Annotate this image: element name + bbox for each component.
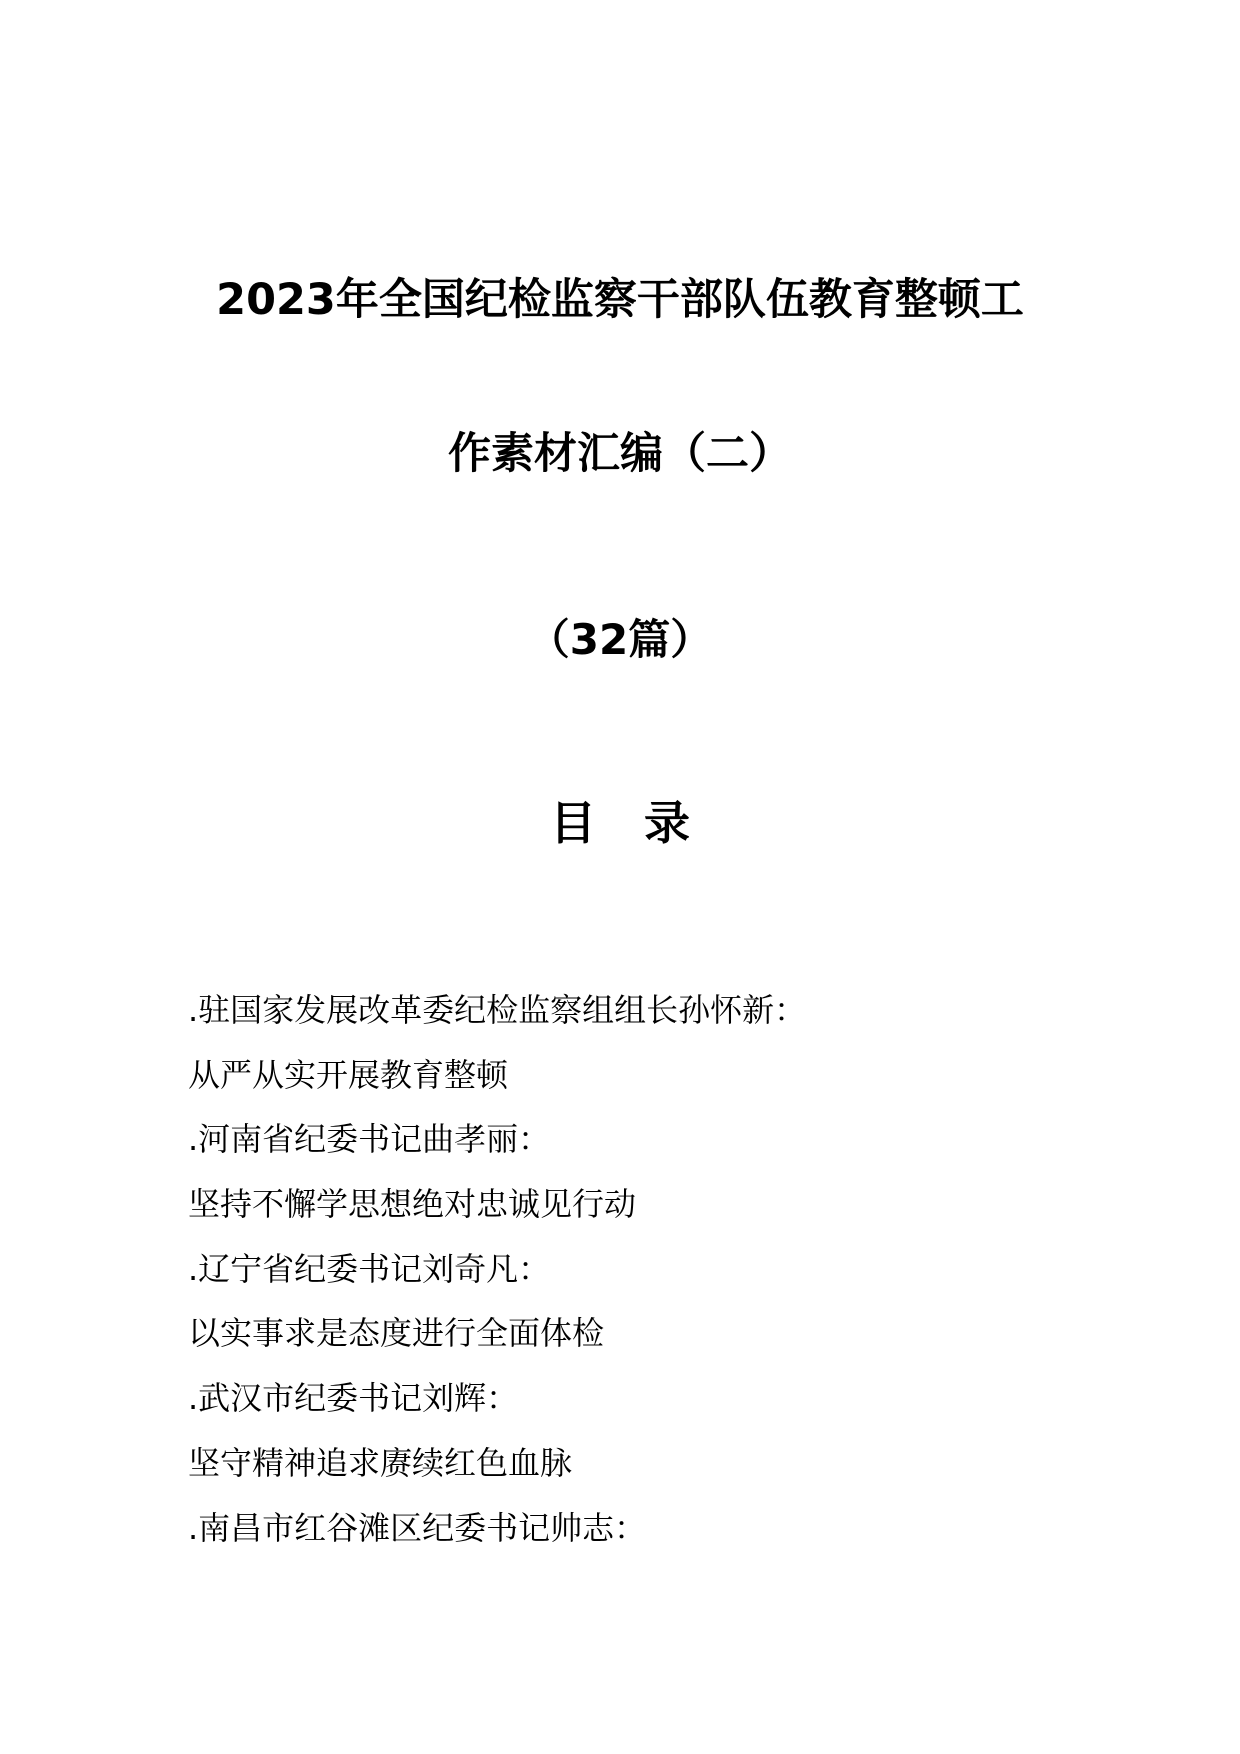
table-of-contents — [188, 978, 1088, 1560]
document-subtitle: （32篇） — [527, 615, 713, 664]
toc-line: .武汉市纪委书记刘辉： — [188, 1379, 519, 1418]
toc-line: .南昌市红谷滩区纪委书记帅志： — [188, 1508, 647, 1547]
document-title-line-2: 作素材汇编（二） — [448, 429, 792, 479]
toc-line: 从严从实开展教育整顿 — [188, 1055, 509, 1094]
toc-line: 以实事求是态度进行全面体检 — [188, 1314, 605, 1353]
toc-line: .辽宁省纪委书记刘奇凡： — [188, 1249, 551, 1288]
toc-line: .驻国家发展改革委纪检监察组组长孙怀新： — [188, 991, 807, 1029]
toc-line: .河南省纪委书记曲孝丽： — [188, 1120, 551, 1159]
toc-line: 坚持不懈学思想绝对忠诚见行动 — [188, 1185, 637, 1224]
toc-line: 坚守精神追求赓续红色血脉 — [188, 1443, 573, 1482]
document-title-line-1: 2023年全国纪检监察干部队伍教育整顿工 — [216, 275, 1024, 325]
toc-heading: 目录 — [550, 796, 738, 850]
